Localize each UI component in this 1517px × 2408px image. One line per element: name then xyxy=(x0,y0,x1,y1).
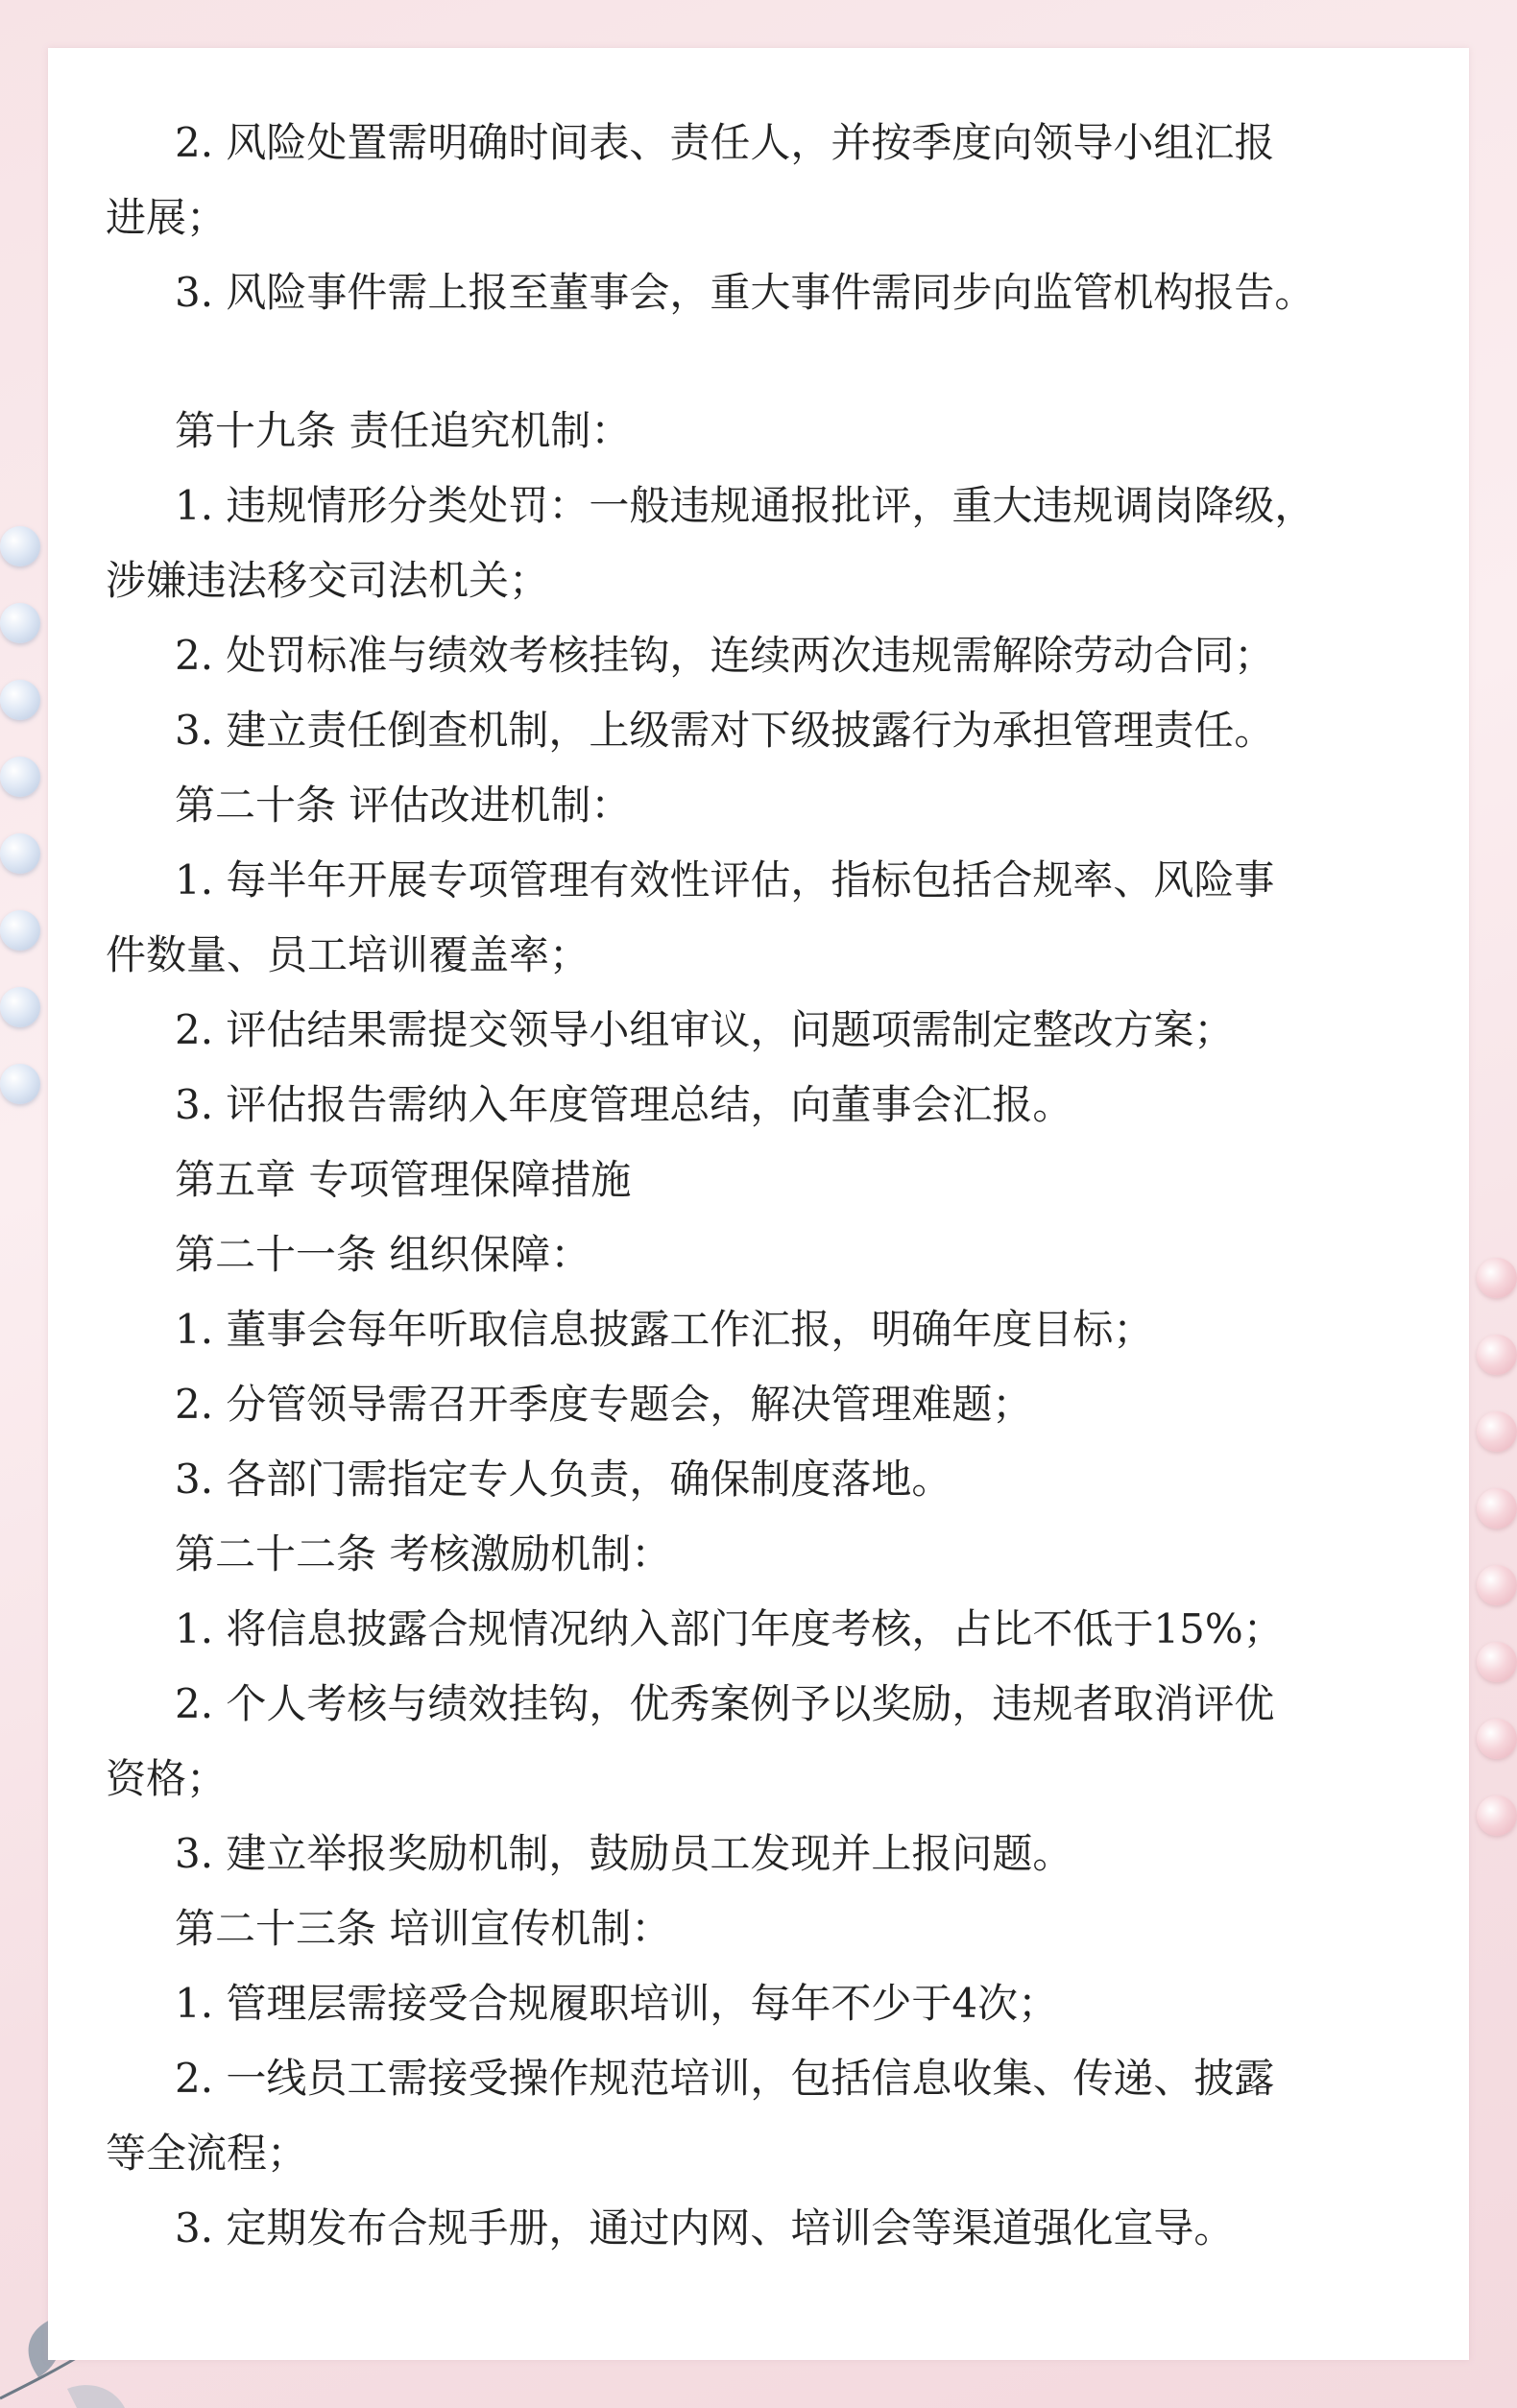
bead-icon xyxy=(0,833,40,874)
bead-icon xyxy=(1477,1795,1517,1836)
list-item-continuation: 进展； xyxy=(106,194,228,241)
article-heading: 第二十条 评估改进机制： xyxy=(175,782,632,829)
list-item-continuation: 涉嫌违法移交司法机关； xyxy=(106,557,550,604)
list-item: 2. 一线员工需接受操作规范培训，包括信息收集、传递、披露 xyxy=(175,2055,1275,2102)
bead-icon xyxy=(1477,1411,1517,1452)
paragraph-gap xyxy=(106,330,1469,394)
bead-icon xyxy=(1477,1642,1517,1682)
bead-icon xyxy=(0,1064,40,1104)
bead-icon xyxy=(1477,1335,1517,1375)
list-item: 3. 评估报告需纳入年度管理总结，向董事会汇报。 xyxy=(175,1081,1073,1128)
chapter-heading: 第五章 专项管理保障措施 xyxy=(175,1156,632,1203)
list-item: 1. 将信息披露合规情况纳入部门年度考核，占比不低于15%； xyxy=(175,1605,1284,1652)
list-item: 2. 分管领导需召开季度专题会，解决管理难题； xyxy=(175,1381,1033,1428)
list-item: 3. 建立责任倒查机制，上级需对下级披露行为承担管理责任。 xyxy=(175,707,1275,754)
bead-icon xyxy=(0,603,40,643)
list-item: 1. 每半年开展专项管理有效性评估，指标包括合规率、风险事 xyxy=(175,856,1275,903)
bead-icon xyxy=(0,680,40,720)
bead-icon xyxy=(0,757,40,797)
article-heading: 第十九条 责任追究机制： xyxy=(175,407,632,454)
document-body xyxy=(106,106,1469,2266)
list-item: 2. 风险处置需明确时间表、责任人，并按季度向领导小组汇报 xyxy=(175,119,1275,166)
list-item: 2. 处罚标准与绩效考核挂钩，连续两次违规需解除劳动合同； xyxy=(175,632,1275,679)
article-heading: 第二十二条 考核激励机制： xyxy=(175,1530,672,1577)
list-item: 1. 董事会每年听取信息披露工作汇报，明确年度目标； xyxy=(175,1306,1154,1353)
bead-icon xyxy=(1477,1258,1517,1298)
list-item: 1. 管理层需接受合规履职培训，每年不少于4次； xyxy=(175,1980,1059,2027)
bead-icon xyxy=(0,526,40,566)
list-item: 3. 各部门需指定专人负责，确保制度落地。 xyxy=(175,1456,952,1503)
list-item: 2. 评估结果需提交领导小组审议，问题项需制定整改方案； xyxy=(175,1006,1235,1053)
list-item: 3. 建立举报奖励机制，鼓励员工发现并上报问题。 xyxy=(175,1830,1073,1877)
list-item: 3. 定期发布合规手册，通过内网、培训会等渠道强化宣导。 xyxy=(175,2204,1235,2251)
list-item: 3. 风险事件需上报至董事会，重大事件需同步向监管机构报告。 xyxy=(175,269,1315,316)
bead-icon xyxy=(1477,1488,1517,1529)
bead-icon xyxy=(1477,1719,1517,1759)
list-item-continuation: 等全流程； xyxy=(106,2130,308,2177)
bead-icon xyxy=(0,910,40,951)
article-heading: 第二十一条 组织保障： xyxy=(175,1231,591,1278)
list-item: 2. 个人考核与绩效挂钩，优秀案例予以奖励，违规者取消评优 xyxy=(175,1680,1275,1727)
list-item-continuation: 资格； xyxy=(106,1755,228,1802)
document-page xyxy=(48,48,1469,2360)
article-heading: 第二十三条 培训宣传机制： xyxy=(175,1905,672,1952)
bead-icon xyxy=(1477,1565,1517,1605)
bead-icon xyxy=(0,987,40,1027)
list-item: 1. 违规情形分类处罚：一般违规通报批评，重大违规调岗降级， xyxy=(175,482,1315,529)
list-item-continuation: 件数量、员工培训覆盖率； xyxy=(106,931,590,978)
